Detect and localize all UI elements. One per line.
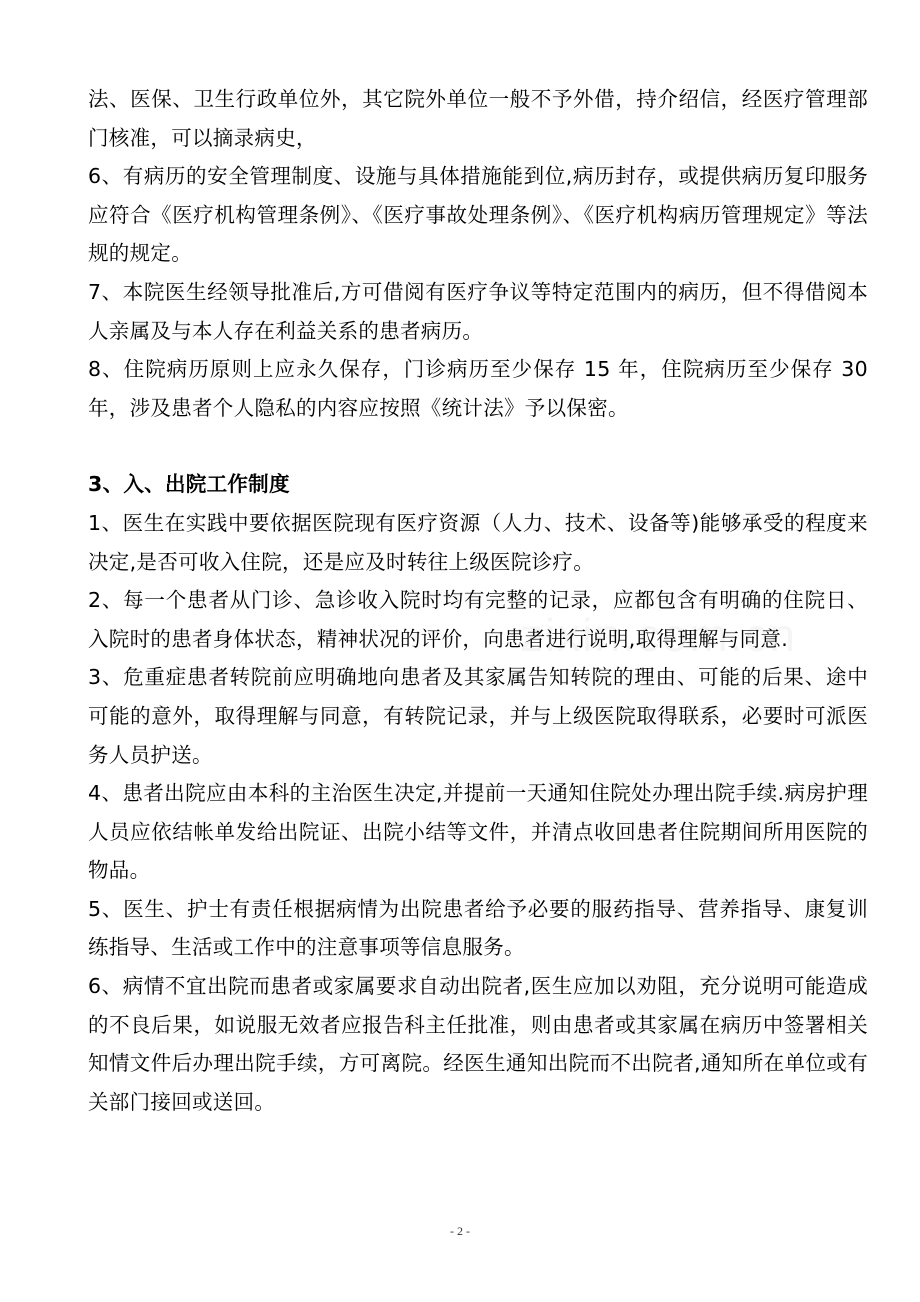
section-spacer — [88, 427, 868, 465]
section-paragraph-5: 5、医生、护士有责任根据病情为出院患者给予必要的服药指导、营养指导、康复训练指导、生活或工作中的注意事项等信息服务。 — [88, 896, 868, 960]
section-paragraph-1: 1、医生在实践中要依据医院现有医疗资源（人力、技术、设备等)能够承受的程度来决定,是否可收入住院，还是应及时转往上级医院诊疗。 — [88, 510, 868, 574]
section-heading: 3、入、出院工作制度 — [88, 472, 290, 497]
paragraph-item-6: 6、有病历的安全管理制度、设施与具体措施能到位,病历封存，或提供病历复印服务应符合《医疗机构管理条例》、《医疗事故处理条例》、《医疗机构病历管理规定》等法规的规定。 — [88, 164, 868, 266]
page-number: - 2 - — [450, 1224, 470, 1238]
section-paragraph-4: 4、患者出院应由本科的主治医生决定,并提前一天通知住院处办理出院手续.病房护理人员应依结帐单发给出院证、出院小结等文件，并清点收回患者住院期间所用医院的物品。 — [88, 781, 868, 883]
document-body — [88, 80, 868, 1121]
section-paragraph-3: 3、危重症患者转院前应明确地向患者及其家属告知转院的理由、可能的后果、途中可能的意外，取得理解与同意，有转院记录，并与上级医院取得联系，必要时可派医务人员护送。 — [88, 665, 868, 767]
section-paragraph-2: 2、每一个患者从门诊、急诊收入院时均有完整的记录，应都包含有明确的住院日、入院时的患者身体状态，精神状况的评价，向患者进行说明,取得理解与同意. — [88, 588, 868, 651]
paragraph-item-8: 8、住院病历原则上应永久保存，门诊病历至少保存 15 年，住院病历至少保存 30 年，涉及患者个人隐私的内容应按照《统计法》予以保密。 — [88, 357, 868, 420]
paragraph-continuation: 法、医保、卫生行政单位外，其它院外单位一般不予外借，持介绍信，经医疗管理部门核准，可以摘录病史， — [88, 87, 868, 150]
section-paragraph-6: 6、病情不宜出院而患者或家属要求自动出院者,医生应加以劝阻，充分说明可能造成的不良后果，如说服无效者应报告科主任批准，则由患者或其家属在病历中签署相关知情文件后办理出院手续，方可离院。经医生通知出院而不出院者,通知所在单位或有关部门接回或送回。 — [88, 974, 868, 1114]
paragraph-item-7: 7、本院医生经领导批准后,方可借阅有医疗争议等特定范围内的病历，但不得借阅本人亲属及与本人存在利益关系的患者病历。 — [88, 279, 868, 343]
